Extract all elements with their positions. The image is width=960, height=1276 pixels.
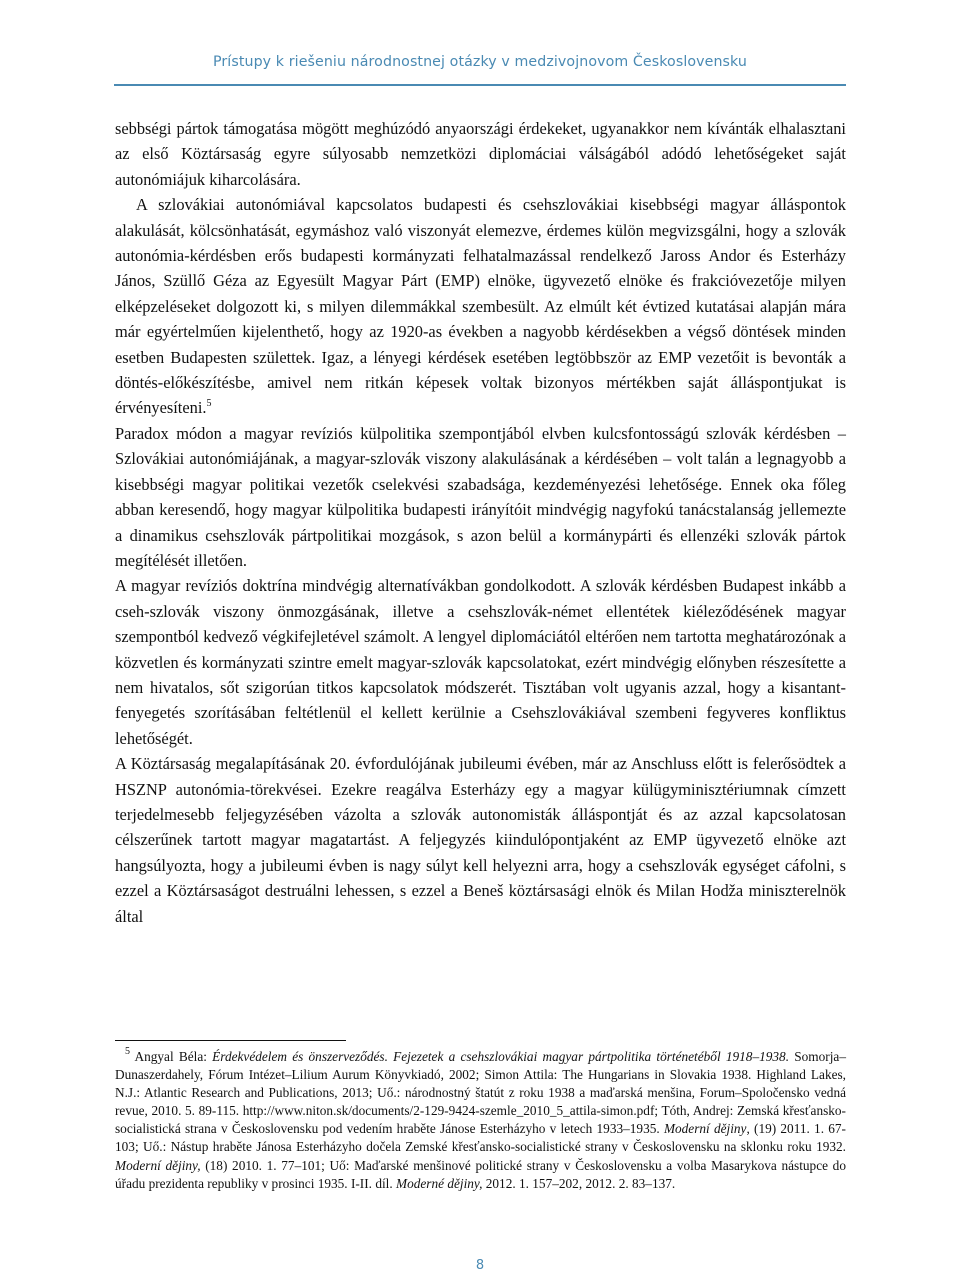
paragraph-continuation: sebbségi pártok támogatása mögött meghúzódó anyaországi érdekeket, ugyanakkor nem kívánták elhalasztani az első Köztársaság egyre súlyosabb nemzetközi diplomáciai válságából adódó lehetőségeket saját autonómiájuk kiharcolására.	[115, 119, 846, 189]
paragraph: A Köztársaság megalapításának 20. évfordulójának jubileumi évében, már az Anschluss előtt is felerősödtek a HSZNP autonómia-törekvései. Ezekre reagálva Esterházy egy a magyar külügyminisztériumnak címzett terjedelmesebb feljegyzésében vázolta a szlovák autonomisták álláspontját és az azzal kapcsolatosan célszerűnek tartott magyar magatartást. A feljegyzés kiindulópontjaként az EMP ügyvezető elnöke azt hangsúlyozta, hogy a jubileumi évben is nagy súlyt kell helyezni arra, hogy a csehszlovák egységet cáfolni, s ezzel a Köztársaságot destruálni lehessen, s ezzel a Beneš köztársasági elnök és Milan Hodža miniszterelnök által	[115, 754, 846, 926]
footnote-journal-title: Moderné dějiny,	[396, 1175, 483, 1191]
footnote-ref: 5	[206, 398, 212, 410]
footnote-journal-title: Moderní dějiny	[663, 1121, 747, 1137]
footnote-separator	[115, 1040, 346, 1041]
footnote-book-title: Érdekvédelem és önszerveződés. Fejezetek a csehszlovákiai magyar pártpolitika történetéből 1918–1938.	[212, 1049, 790, 1064]
running-header: Prístupy k riešeniu národnostnej otázky v medzivojnovom Československu	[212, 54, 748, 70]
paragraph: A szlovákiai autonómiával kapcsolatos budapesti és csehszlovákiai kisebbségi magyar álláspontok alakulását, kölcsönhatását, egymáshoz való viszonyát elemezve, érdemes külön megvizsgálni, hogy a szlovák autonómia-kérdésben erős budapesti kormányzati felhatalmazással rendelkező Jaross Andor és Esterházy János, Szüllő Géza az Egyesült Magyar Párt (EMP) elnöke, ügyvezető elnöke és frakcióvezetője milyen elképzeléseket dolgozott ki, s milyen dilemmákkal szembesült. Az elmúlt két évtized kutatásai alapján mára már egyértelműen kijelenthető, hogy az 1920-as években a nagyobb kérdésekben a végső döntések minden esetben Budapesten születtek. Igaz, a lényegi kérdések esetében legtöbbször az EMP vezetőit is bevonták a döntés-előkészítésbe, amivel nem ritkán képesek voltak bizonyos mértékben saját álláspontjukat is érvényesíteni.$^5$	[115, 195, 846, 418]
footnote-journal-title: Moderní dějiny,	[115, 1157, 201, 1173]
footnote-number: 5	[125, 1046, 130, 1057]
header-rule	[114, 84, 846, 86]
page-number: 8	[475, 1258, 485, 1273]
footnote: $^5$ Angyal Béla: Érdekvédelem és önszerveződés. Fejezetek a csehszlovákiai magyar pártpolitika történetéből 1918–1938. Somorja–Dunaszerdahely, Fórum Intézet–Lilium Aurum Könyvkiadó, 2002; Simon Attila: The Hungarians in Slovakia 1938. Highland Lakes, N.J.: Atlantic Research and Publications, 2013; Uő.: národnostný štatút z roku 1938 a maďarská menšina, Forum–Spoločensko vedná revue, 2010. 5. 89-115. http://www.niton.sk/documents/2-129-9424-szemle_2010_5_attila-simon.pdf; Tóth, Andrej: Zemská křesťansko-socialistická strana v Československu pod vedením hraběte Jánose Esterházyho v letech 1933–1935. Moderní dějiny, (19) 2011. 1. 67-103; Uő.: Nástup hraběte Jánosa Esterházyho dočela Zemské křesťansko-socialistické strany v Československu na sklonku roku 1932. Moderní dějiny, (18) 2010. 1. 77–101; Uő: Maďarské menšinové politické strany v Československu a volba Masarykova nástupce do úřadu prezidenta republiky v prosinci 1935. I-II. díl. Moderné dějiny, 2012. 1. 157–202, 2012. 2. 83–137.	[115, 1046, 846, 1191]
paragraph: A magyar revíziós doktrína mindvégig alternatívákban gondolkodott. A szlovák kérdésben Budapest inkább a cseh-szlovák viszony önmozgásának, illetve a csehszlovák-német ellentétek kiéleződésének magyar szempontból kedvező végkifejletével számolt. A lengyel diplomáciától eltérően nem tartotta meghatározónak a közvetlen és kormányzati szintre emelt magyar-szlovák kapcsolatokat, ezért mindvégig előnyben részesítette a nem hivatalos, sőt szigorúan titkos kapcsolatok módszerét. Tisztában volt ugyanis azzal, hogy a kisantant-fenyegetés szorításában feltétlenül el kellett kerülnie a Csehszlovákiával szembeni fegyveres konfliktus lehetőségét.	[115, 576, 846, 748]
paragraph: Paradox módon a magyar revíziós külpolitika szempontjából elvben kulcsfontosságú szlovák kérdésben – Szlovákiai autonómiájának, a magyar-szlovák viszony alakulásának a kérdésében – volt talán a legnagyobb a kisebbségi magyar politikai vezetők cselekvési szabadsága, kezdeményezési lehetősége. Ennek oka főleg abban keresendő, hogy magyar külpolitika budapesti irányítóit mindvégig nagyfokú tanácstalanság jellemezte a dinamikus csehszlovák pártpolitikai mozgások, s azon belül a kormánypárti és ellenzéki szlovák pártok megítélését illetően.	[115, 423, 846, 570]
body-text	[115, 116, 846, 929]
